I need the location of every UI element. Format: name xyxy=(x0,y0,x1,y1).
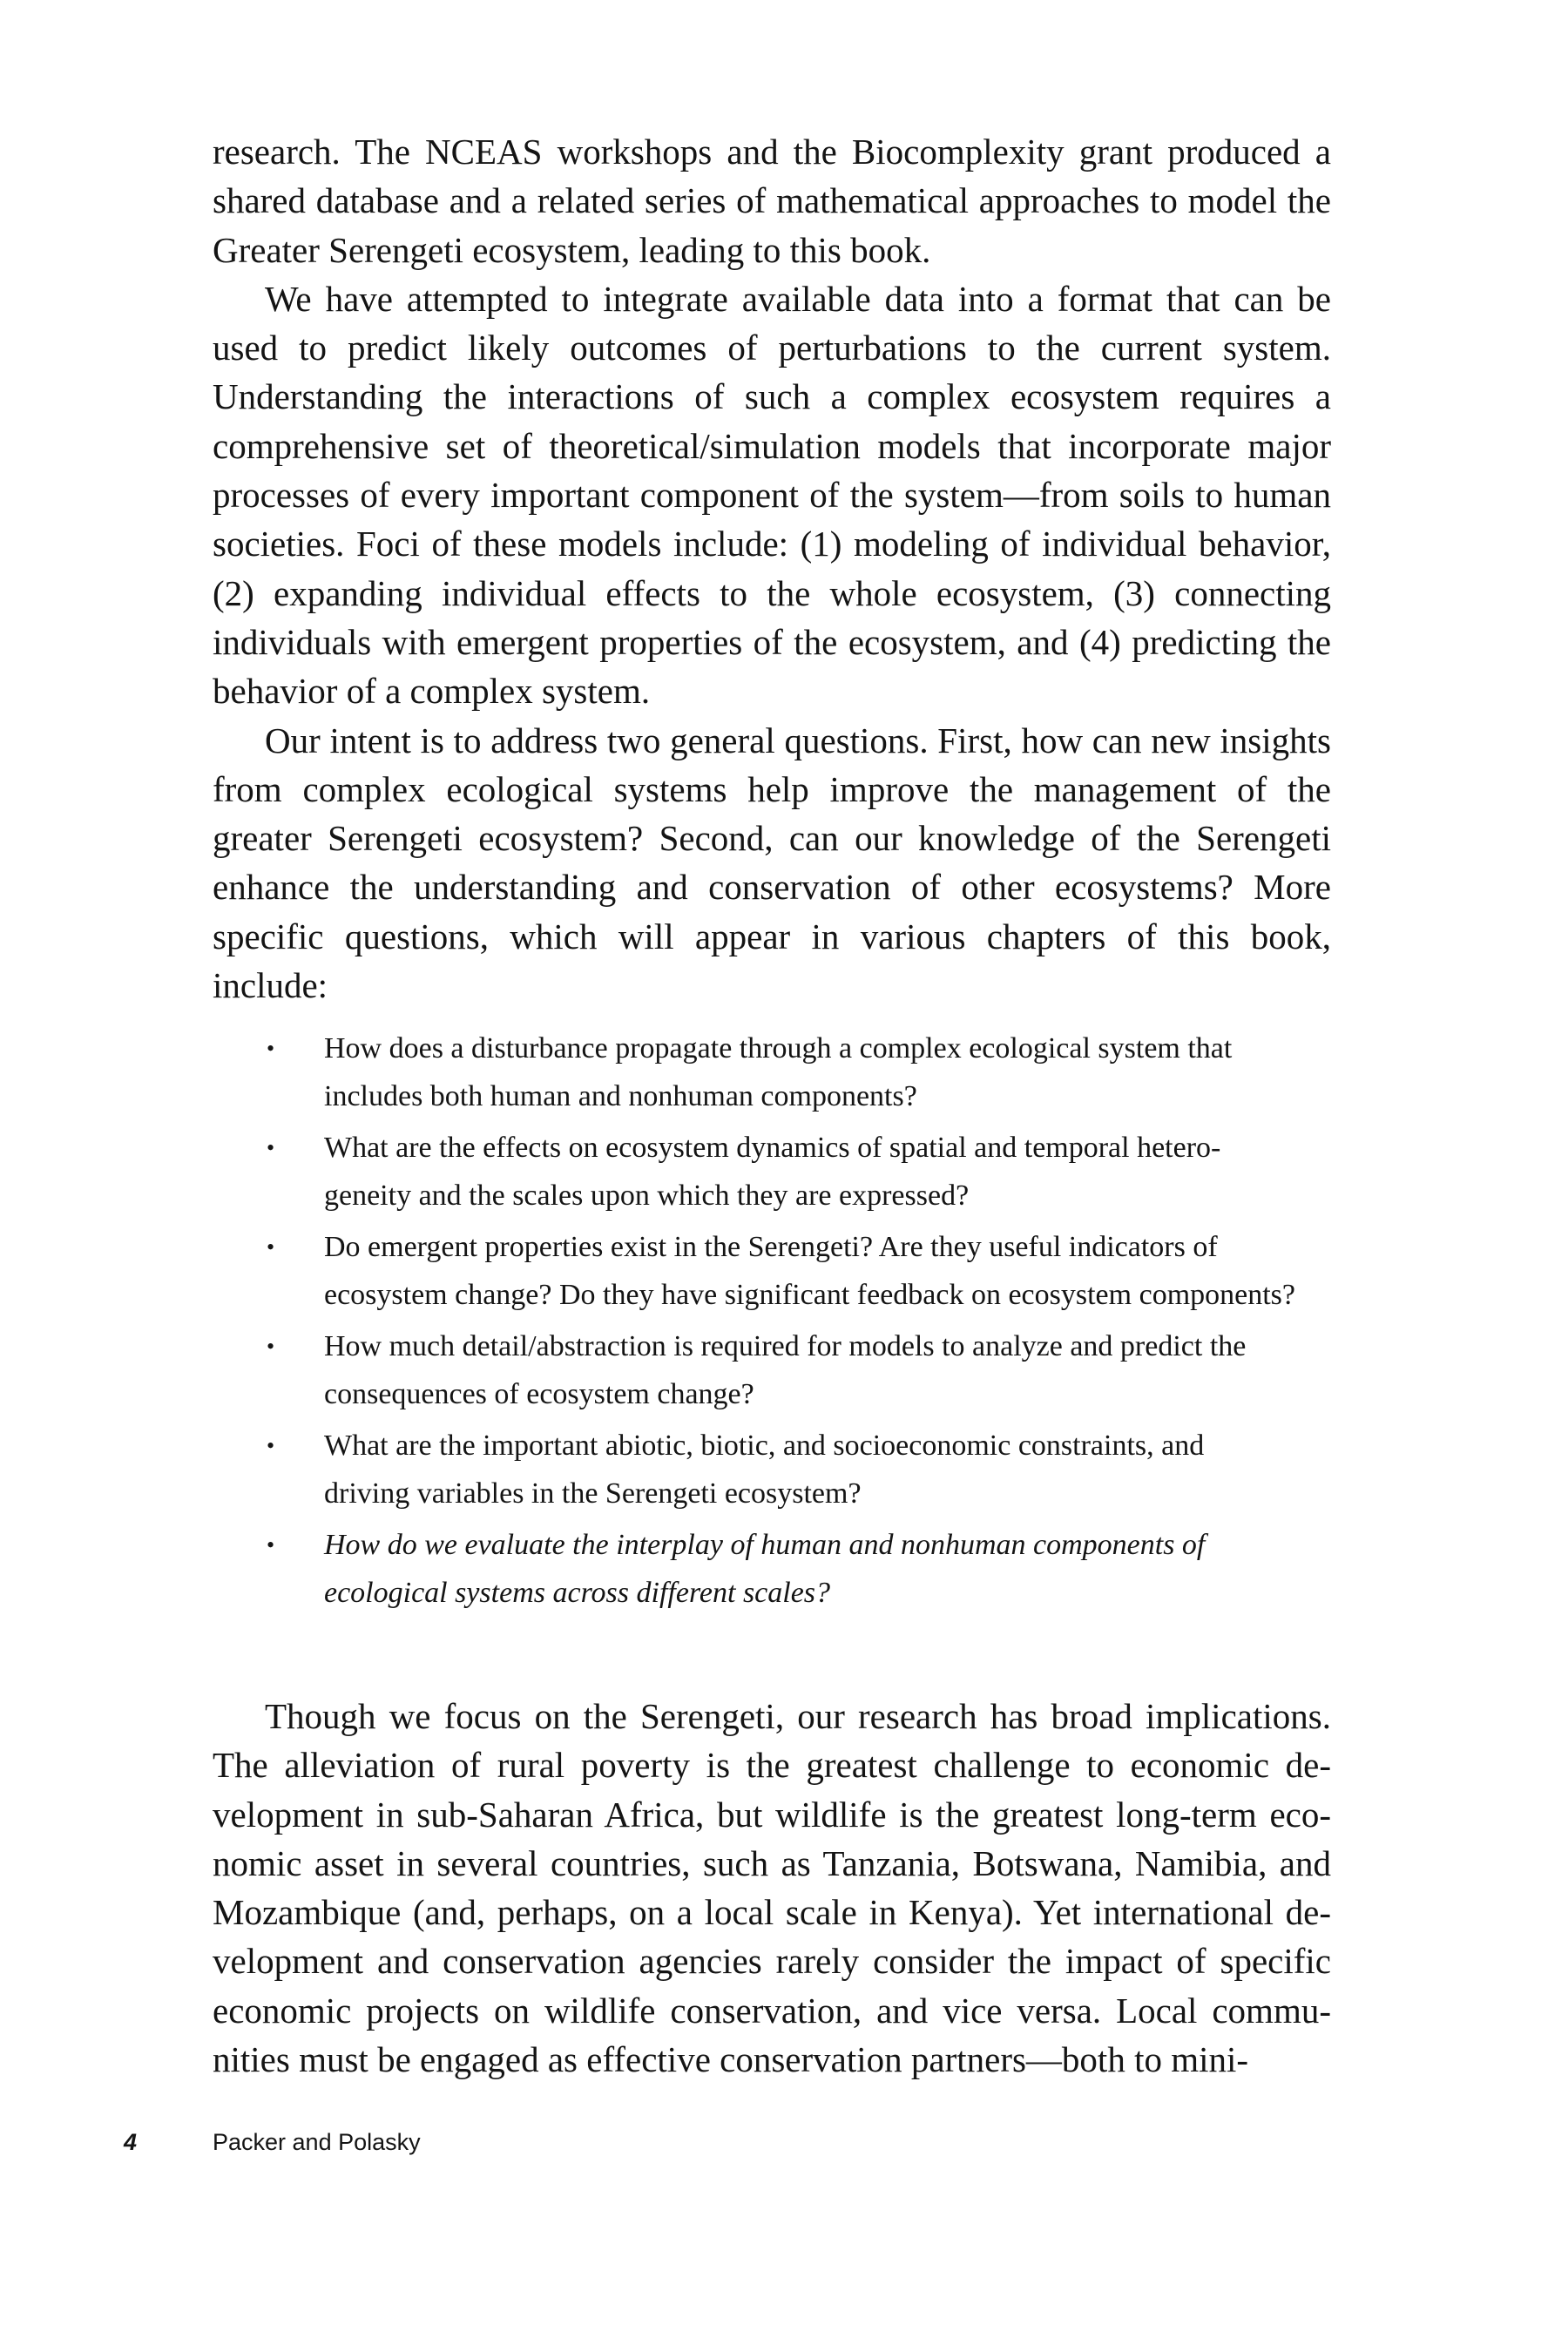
bullet-icon: • xyxy=(267,1135,275,1160)
bullet-icon: • xyxy=(267,1532,275,1558)
bottom-text-block xyxy=(213,1692,1331,2084)
list-item xyxy=(213,1124,1331,1220)
list-item xyxy=(213,1521,1331,1617)
question-text: How do we evaluate the interplay of human and nonhuman components of ecological systems across different scales? xyxy=(324,1529,1206,1609)
page-footer xyxy=(0,2129,1568,2173)
list-item xyxy=(213,1223,1331,1319)
list-item xyxy=(213,1024,1331,1120)
question-text: What are the effects on ecosystem dynamics of spatial and temporal heterogeneity and the scales upon which they are expressed? xyxy=(324,1132,1221,1212)
questions-list xyxy=(213,1024,1331,1620)
bullet-icon: • xyxy=(267,1234,275,1260)
paragraph-continuation: research. The NCEAS workshops and the Biocomplexity grant produced a shared database and a related series of mathematical approaches to model the Greater Serengeti ecosystem, leading to this book. xyxy=(213,132,1331,270)
list-item xyxy=(213,1422,1331,1517)
page-number: 4 xyxy=(124,2129,138,2155)
question-text: How much detail/abstraction is required for models to analyze and predict the consequences of ecosystem change? xyxy=(324,1330,1247,1410)
paragraph-integration: We have attempted to integrate available data into a format that can be used to predict likely outcomes of perturbations to the current system. Understanding the interactions of such a complex ecosystem requires a comprehensive set of theoretical/simulation models that incorporate major processes of every important component of the system—from soils to human societies. Foci of these models include: (1) modeling of individual behavior, (2) expanding individual effects to the whole ecosystem, (3) connecting individuals with emergent properties of the ecosystem, and (4) predicting the behavior of a complex system. xyxy=(213,278,1331,712)
paragraph-intent: Our intent is to address two general questions. First, how can new insights from complex ecological systems help improve the management of the greater Serengeti ecosystem? Second, can our knowledge of the Serengeti enhance the understanding and conservation of other ecosystems? More specific questions, which will appear in various chapters of this book, include: xyxy=(213,720,1331,1006)
list-item xyxy=(213,1322,1331,1418)
bullet-icon: • xyxy=(267,1433,275,1458)
paragraph-implications: Though we focus on the Serengeti, our research has broad implications. The alleviation of rural poverty is the greatest challenge to economic development in sub-Saharan Africa, but wildlife is the greatest long-term economic asset in several countries, such as Tanzania, Botswana, Namibia, and Mozambique (and, perhaps, on a local scale in Kenya). Yet international development and conservation agencies rarely consider the impact of specific economic projects on wildlife conservation, and vice versa. Local communities must be engaged as effective conservation partners—both to mini- xyxy=(213,1696,1331,2080)
question-text: Do emergent properties exist in the Serengeti? Are they useful indicators of ecosystem change? Do they have significant feedback on ecosystem components? xyxy=(324,1231,1295,1311)
running-head: Packer and Polasky xyxy=(213,2129,421,2155)
question-text: What are the important abiotic, biotic, and socioeconomic constraints, and driving variables in the Serengeti ecosystem? xyxy=(324,1429,1205,1510)
bullet-icon: • xyxy=(267,1334,275,1359)
question-text: How does a disturbance propagate through a complex ecological system that includes both human and nonhuman components? xyxy=(324,1032,1233,1112)
bullet-icon: • xyxy=(267,1036,275,1061)
top-text-block xyxy=(213,127,1331,1010)
